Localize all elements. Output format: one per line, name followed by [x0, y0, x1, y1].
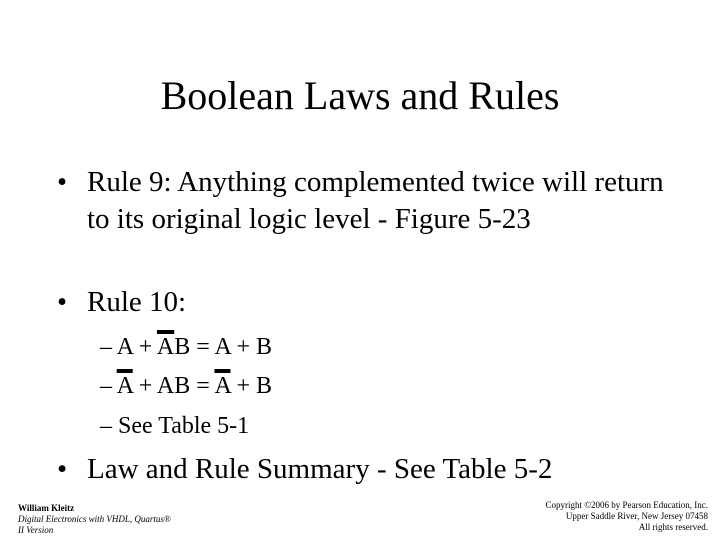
rule10-item-3: [100, 411, 249, 441]
footer-author: William Kleitz: [18, 503, 75, 513]
complement-a: $\overline{A}$: [116, 373, 133, 399]
bullet-dot: •: [57, 453, 68, 485]
expr-part: B = A + B: [174, 334, 273, 360]
expr-part: A +: [116, 334, 157, 360]
complement-a: $\overline{A}$: [214, 373, 231, 399]
expr-part: + B: [230, 373, 273, 399]
rule10-item-2: [100, 371, 272, 401]
copyright-line: Upper Saddle River, New Jersey 07458: [565, 511, 708, 521]
rule9-text: Rule 9: Anything complemented twice will return to its original logic level - Figure 5-23: [87, 166, 664, 235]
copyright-line: All rights reserved.: [638, 522, 708, 532]
slide-title: Boolean Laws and Rules: [160, 73, 560, 118]
footer-book-title: Digital Electronics with VHDL, Quartus®: [18, 514, 171, 524]
rule10-text: Rule 10:: [87, 286, 187, 318]
complement-a: $\overline{A}$: [156, 334, 175, 360]
copyright-line: Copyright ©2006 by Pearson Education, Inc.: [545, 500, 708, 510]
footer-copyright: [508, 500, 708, 533]
bullet-dot: •: [57, 286, 68, 318]
expr-part: + AB =: [132, 373, 215, 399]
footer-book-info: [18, 503, 171, 536]
rule10-item-1: [100, 332, 272, 362]
summary-text: Law and Rule Summary - See Table 5-2: [87, 453, 553, 485]
sub-dash: –: [100, 334, 112, 360]
footer-book-edition: II Version: [18, 525, 54, 535]
bullet-dot: •: [57, 166, 68, 198]
sub-dash: –: [100, 373, 112, 399]
table-reference: See Table 5-1: [118, 413, 250, 439]
sub-dash: –: [100, 413, 112, 439]
